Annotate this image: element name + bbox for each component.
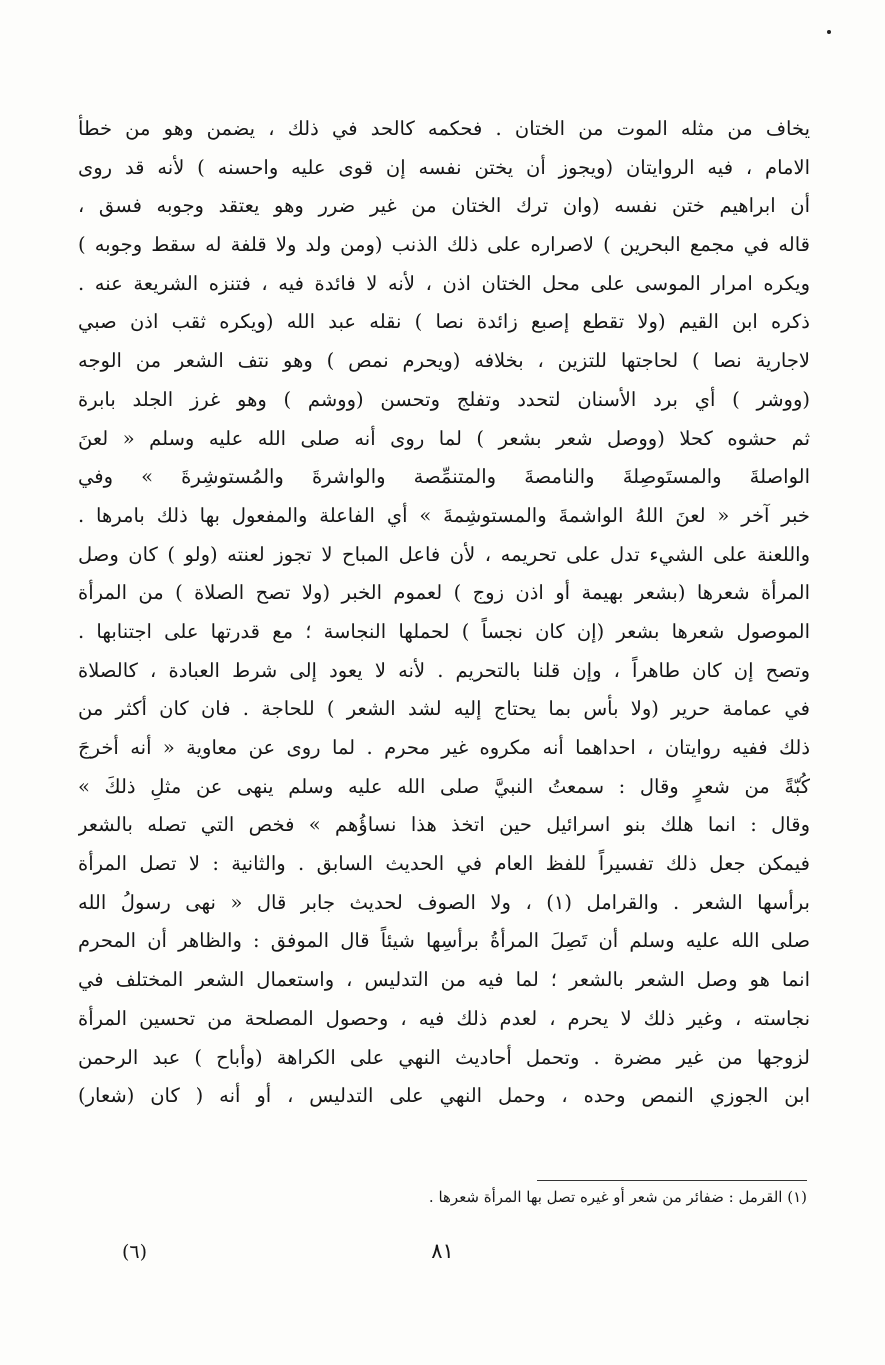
- text-line: نجاسته ، وغير ذلك لا يحرم ، لعدم ذلك فيه ، وحصول المصلحة من تحسين المرأة: [78, 1006, 810, 1030]
- text-line: (ووشر ) أي برد الأسنان لتحدد وتفلج وتحسن (ووشم ) وهو غرز الجلد بابرة: [78, 387, 810, 411]
- body-text: [78, 110, 810, 1116]
- text-line: ابن الجوزي النمص وحده ، وحمل النهي على التدليس ، أو أنه ( كان (شعار): [78, 1084, 810, 1108]
- text-line: ذلك ففيه روايتان ، احداهما أنه مكروه غير محرم . لما روى عن معاوية « أنه أخرجَ: [78, 736, 810, 759]
- page-number: ٨١: [431, 1239, 454, 1263]
- footnote: (١) القرمل : ضفائر من شعر أو غيره تصل بها المرأة شعرها .: [428, 1188, 807, 1206]
- corner-dot: [827, 30, 831, 34]
- text-line: ثم حشوه كحلا (ووصل شعر بشعر ) لما روى أنه صلى الله عليه وسلم « لعنَ: [78, 426, 810, 450]
- text-line: أن ابراهيم ختن نفسه (وان ترك الختان من غير ضرر وهو يعتقد وجوبه فسق ،: [78, 194, 810, 218]
- text-line: انما هو وصل الشعر بالشعر ؛ لما فيه من التدليس ، واستعمال الشعر المختلف في: [78, 968, 810, 992]
- footnote-separator: [537, 1180, 807, 1181]
- text-line: لزوجها من غير مضرة . وتحمل أحاديث النهي على الكراهة (وأباح ) عبد الرحمن: [78, 1045, 810, 1069]
- text-line: يخاف من مثله الموت من الختان . فحكمه كالحد في ذلك ، يضمن وهو من خطأ: [78, 117, 810, 140]
- text-line: قاله في مجمع البحرين ) لاصراره على ذلك الذنب (ومن ولد ولا قلفة له سقط وجوبه ): [78, 233, 810, 257]
- text-line: فيمكن جعل ذلك تفسيراً للفظ العام في الحديث السابق . والثانية : لا تصل المرأة: [78, 852, 810, 876]
- text-line: وتصح إن كان طاهراً ، وإن قلنا بالتحريم . لأنه لا يعود إلى شرط العبادة ، كالصلاة: [78, 658, 810, 682]
- text-line: خبر آخر « لعنَ اللهُ الواشمةَ والمستوشِمةَ » أي الفاعلة والمفعول بها ذلك بامرها .: [78, 503, 810, 527]
- text-line: كُبّةً من شعرٍ وقال : سمعتُ النبيَّ صلى الله عليه وسلم ينهى عن مثلِ ذلكَ »: [78, 774, 810, 798]
- text-line: واللعنة على الشيء تدل على تحريمه ، لأن فاعل المباح لا تجوز لعنته (ولو ) كان وصل: [78, 542, 810, 566]
- section-mark: (٦): [122, 1241, 148, 1263]
- text-line: المرأة شعرها (بشعر بهيمة أو اذن زوج ) لعموم الخبر (ولا تصح الصلاة ) من المرأة: [78, 581, 810, 605]
- text-line: الواصلةَ والمستَوصِلةَ والنامصةَ والمتنمِّصة والواشرةَ والمُستوشِرةَ » وفي: [78, 465, 810, 489]
- text-line: الامام ، فيه الروايتان (ويجوز أن يختن نفسه إن قوى عليه واحسنه ) لأنه قد روى: [78, 155, 810, 179]
- text-line: لاجارية نصا ) لحاجتها للتزين ، بخلافه (ويحرم نمص ) وهو نتف الشعر من الوجه: [78, 349, 810, 373]
- text-line: الموصول شعرها بشعر (إن كان نجساً ) لحملها النجاسة ؛ مع قدرتها على اجتنابها .: [78, 619, 810, 643]
- text-line: وقال : انما هلك بنو اسرائيل حين اتخذ هذا نساؤُهم » فخص التي تصله بالشعر: [78, 813, 810, 837]
- text-line: برأسها الشعر . والقرامل (١) ، ولا الصوف لحديث جابر قال « نهى رسولُ الله: [78, 890, 810, 914]
- text-line: ذكره ابن القيم (ولا تقطع إصبع زائدة نصا ) نقله عبد الله (ويكره ثقب اذن صبي: [78, 310, 810, 334]
- text-line: في عمامة حرير (ولا بأس بما يحتاج إليه لشد الشعر ) للحاجة . فان كان أكثر من: [78, 697, 810, 721]
- text-line: ويكره امرار الموسى على محل الختان اذن ، لأنه لا فائدة فيه ، فتنزه الشريعة عنه .: [78, 271, 810, 295]
- text-line: صلى الله عليه وسلم أن تَصِلَ المرأةُ برأسِها شيئاً قال الموفق : والظاهر أن المحرم: [78, 929, 810, 953]
